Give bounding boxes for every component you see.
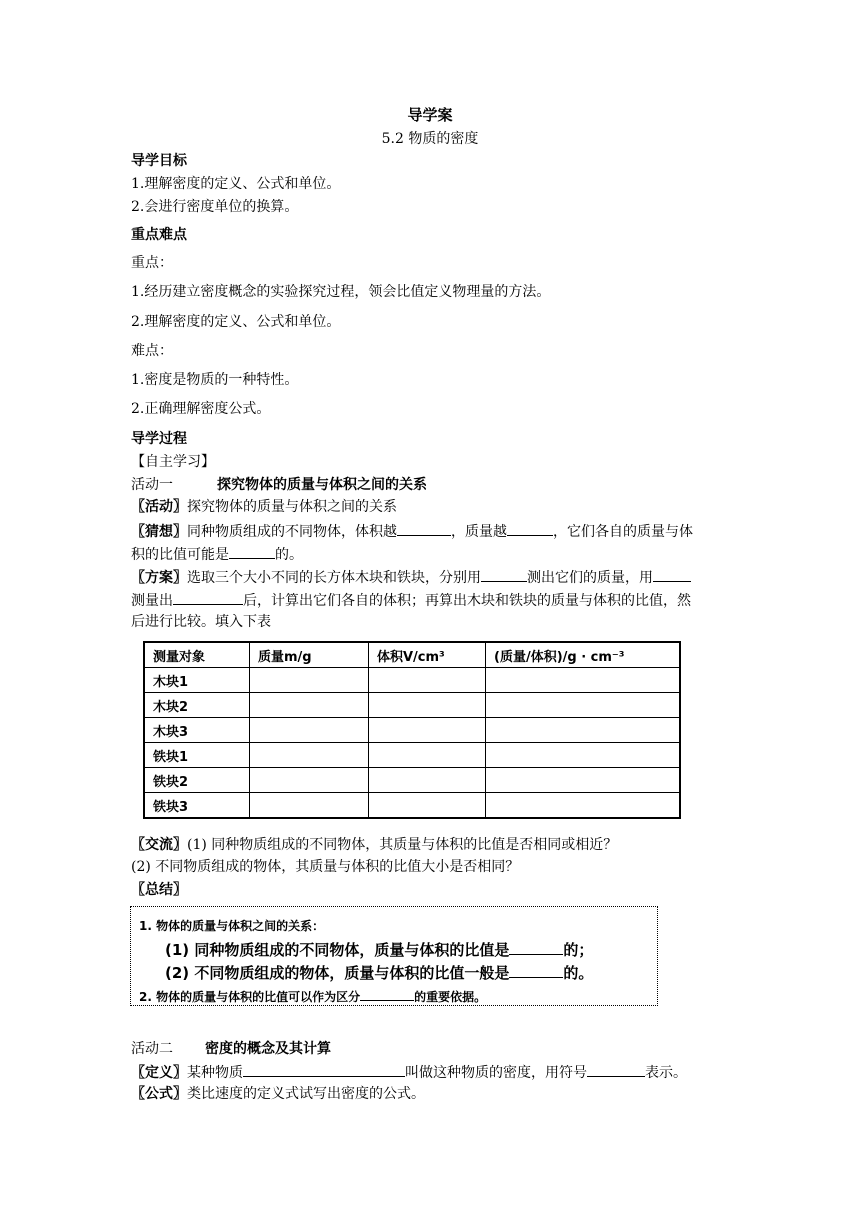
key-item: 1.经历建立密度概念的实验探究过程，领会比值定义物理量的方法。: [131, 284, 551, 300]
blank-instrument-2[interactable]: [653, 567, 691, 582]
goals-heading: 导学目标: [131, 153, 187, 169]
table-cell[interactable]: [369, 743, 486, 768]
guess-text: ，它们各自的质量与体: [553, 524, 693, 540]
table-cell[interactable]: [369, 793, 486, 819]
table-row: [144, 718, 680, 743]
table-cell[interactable]: [486, 693, 681, 718]
summary-line-4: [139, 986, 486, 1005]
table-cell[interactable]: [250, 718, 369, 743]
guess-text: ，质量越: [451, 524, 507, 540]
table-row: [144, 793, 680, 819]
plan-line-2: [131, 590, 691, 610]
plan-line-3: 后进行比较。填入下表: [131, 614, 271, 630]
table-cell[interactable]: [250, 743, 369, 768]
definition-text: 叫做这种物质的密度，用符号: [405, 1065, 587, 1081]
exchange-tag: 〖交流〗: [131, 837, 187, 853]
activity1-heading: [131, 476, 427, 494]
definition-text: 表示。: [645, 1065, 687, 1081]
guess-tag: 〖猜想〗: [131, 524, 187, 540]
table-row: [144, 668, 680, 693]
difficult-label: 难点：: [131, 343, 173, 359]
table-cell[interactable]: [369, 668, 486, 693]
activity1-label: 活动一: [131, 477, 173, 493]
blank-symbol[interactable]: [587, 1062, 645, 1077]
table-cell[interactable]: [250, 793, 369, 819]
exchange-line: [131, 836, 617, 854]
blank-ratio[interactable]: [229, 544, 275, 559]
table-row: [144, 743, 680, 768]
table-cell[interactable]: [369, 693, 486, 718]
key-item: 2.理解密度的定义、公式和单位。: [131, 314, 341, 330]
document-title: 导学案: [407, 106, 453, 124]
measurement-table: [143, 641, 681, 819]
table-cell[interactable]: [250, 768, 369, 793]
document-subtitle: 5.2 物质的密度: [381, 131, 479, 147]
summary-line-3: [165, 962, 593, 983]
row-label: 铁块3: [144, 793, 250, 819]
plan-text: 后，计算出它们各自的体积；再算出木块和铁块的质量与体积的比值，然: [243, 593, 691, 609]
summary-line-2: [165, 939, 593, 960]
activity2-title: 密度的概念及其计算: [205, 1041, 331, 1057]
activity-text: 探究物体的质量与体积之间的关系: [187, 499, 397, 515]
table-cell[interactable]: [369, 768, 486, 793]
table-header-row: [144, 642, 680, 668]
summary-line-1: 1. 物体的质量与体积之间的关系：: [139, 919, 325, 933]
process-heading: 导学过程: [131, 431, 187, 447]
goal-item: 1.理解密度的定义、公式和单位。: [131, 176, 341, 192]
summary-text: 的重要依据。: [414, 990, 487, 1004]
key-label: 重点：: [131, 255, 173, 271]
table-cell[interactable]: [486, 793, 681, 819]
table-cell[interactable]: [486, 743, 681, 768]
blank-different[interactable]: [509, 963, 563, 978]
summary-text: 2. 物体的质量与体积的比值可以作为区分: [139, 990, 361, 1004]
self-study-label: 【自主学习】: [131, 454, 215, 470]
blank-measure[interactable]: [173, 590, 243, 605]
guess-text: 同种物质组成的不同物体，体积越: [187, 524, 397, 540]
definition-line: [131, 1062, 687, 1082]
plan-text: 测量出: [131, 593, 173, 609]
formula-line: [131, 1085, 425, 1103]
table-header: (质量/体积)/g · cm⁻³: [486, 642, 681, 668]
row-label: 木块2: [144, 693, 250, 718]
summary-box: [130, 906, 658, 1006]
summary-tag: 〖总结〗: [131, 882, 187, 898]
activity2-heading: [131, 1040, 331, 1058]
definition-tag: 〖定义〗: [131, 1065, 187, 1081]
row-label: 铁块2: [144, 768, 250, 793]
table-row: [144, 693, 680, 718]
summary-text: (2) 不同物质组成的物体，质量与体积的比值一般是: [165, 964, 510, 982]
summary-text: 的。: [563, 964, 594, 982]
row-label: 铁块1: [144, 743, 250, 768]
activity-line: [131, 498, 397, 516]
guess-text: 的。: [275, 547, 303, 563]
guess-line-2: [131, 544, 303, 564]
formula-tag: 〖公式〗: [131, 1086, 187, 1102]
blank-substance[interactable]: [360, 986, 414, 1001]
activity-tag: 〖活动〗: [131, 499, 187, 515]
plan-tag: 〖方案〗: [131, 570, 187, 586]
row-label: 木块3: [144, 718, 250, 743]
table-header: 体积V/cm³: [369, 642, 486, 668]
table-cell[interactable]: [250, 693, 369, 718]
row-label: 木块1: [144, 668, 250, 693]
key-points-heading: 重点难点: [131, 227, 187, 243]
exchange-question-1: (1) 同种物质组成的不同物体，其质量与体积的比值是否相同或相近？: [187, 837, 618, 853]
plan-line: [131, 567, 691, 587]
blank-mass[interactable]: [507, 521, 553, 536]
formula-text: 类比速度的定义式试写出密度的公式。: [187, 1086, 425, 1102]
table-cell[interactable]: [486, 768, 681, 793]
activity2-label: 活动二: [131, 1041, 173, 1057]
difficult-item: 2.正确理解密度公式。: [131, 401, 271, 417]
goal-item: 2.会进行密度单位的换算。: [131, 199, 299, 215]
table-cell[interactable]: [486, 718, 681, 743]
summary-text: (1) 同种物质组成的不同物体，质量与体积的比值是: [165, 941, 510, 959]
blank-same[interactable]: [509, 940, 563, 955]
guess-text: 积的比值可能是: [131, 547, 229, 563]
difficult-item: 1.密度是物质的一种特性。: [131, 372, 299, 388]
table-row: [144, 768, 680, 793]
blank-definition[interactable]: [243, 1062, 405, 1077]
summary-text: 的；: [563, 941, 594, 959]
guess-line: [131, 521, 693, 541]
blank-instrument-1[interactable]: [481, 567, 527, 582]
table-cell[interactable]: [486, 668, 681, 693]
exchange-question-2: (2) 不同物质组成的物体，其质量与体积的比值大小是否相同？: [131, 859, 520, 875]
plan-text: 选取三个大小不同的长方体木块和铁块，分别用: [187, 570, 481, 586]
table-header: 质量m/g: [250, 642, 369, 668]
activity1-title: 探究物体的质量与体积之间的关系: [217, 477, 427, 493]
blank-volume[interactable]: [397, 521, 451, 536]
table-cell[interactable]: [250, 668, 369, 693]
plan-text: 测出它们的质量，用: [527, 570, 653, 586]
table-header: 测量对象: [144, 642, 250, 668]
definition-text: 某种物质: [187, 1065, 243, 1081]
table-cell[interactable]: [369, 718, 486, 743]
